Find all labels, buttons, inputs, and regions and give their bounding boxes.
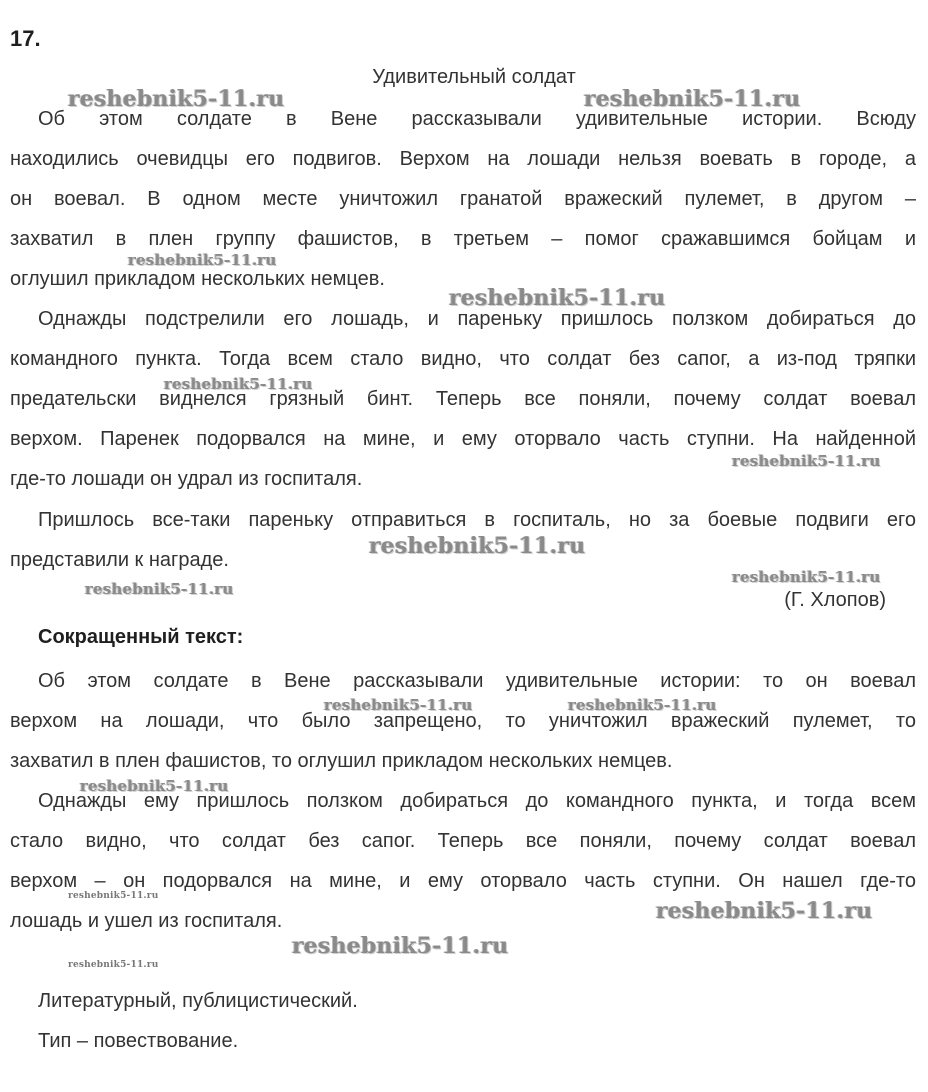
watermark: reshebnik5-11.ru [584, 86, 801, 112]
text-line: Пришлось все-таки пареньку отправиться в госпиталь, но за боевые подвиги его [38, 509, 916, 531]
author-credit: (Г. Хлопов) [784, 589, 886, 611]
watermark: reshebnik5-11.ru [449, 285, 666, 311]
watermark: reshebnik5-11.ru [568, 696, 717, 714]
watermark: reshebnik5-11.ru [68, 960, 159, 970]
text-line: Однажды подстрелили его лошадь, и пареньку пришлось ползком добираться до [38, 308, 916, 330]
watermark: reshebnik5-11.ru [732, 452, 881, 470]
text-line: Об этом солдате в Вене рассказывали удивительные истории: то он воевал [38, 670, 916, 692]
type-answer: Тип – повествование. [38, 1030, 239, 1052]
text-line: представили к награде. [10, 549, 229, 571]
watermark: reshebnik5-11.ru [656, 898, 873, 924]
watermark: reshebnik5-11.ru [732, 568, 881, 586]
text-line: верхом. Паренек подорвался на мине, и ему оторвало часть ступни. На найденной [10, 428, 916, 450]
text-line: верхом – он подорвался на мине, и ему оторвало часть ступни. Он нашел где-то [10, 870, 916, 892]
text-line: Однажды ему пришлось ползком добираться до командного пункта, и тогда всем [38, 790, 916, 812]
text-line: предательски виднелся грязный бинт. Теперь все поняли, почему солдат воевал [10, 388, 916, 410]
text-line: верхом на лошади, что было запрещено, то уничтожил вражеский пулемет, то [10, 710, 916, 732]
watermark: reshebnik5-11.ru [68, 86, 285, 112]
summary-heading: Сокращенный текст: [38, 626, 244, 648]
watermark: reshebnik5-11.ru [85, 580, 234, 598]
text-line: где-то лошади он удрал из госпиталя. [10, 468, 363, 490]
text-line: командного пункта. Тогда всем стало видно, что солдат без сапог, а из-под тряпки [10, 348, 916, 370]
style-answer: Литературный, публицистический. [38, 990, 358, 1012]
watermark: reshebnik5-11.ru [68, 891, 159, 901]
watermark: reshebnik5-11.ru [128, 251, 277, 269]
text-line: захватил в плен фашистов, то оглушил прикладом нескольких немцев. [10, 750, 673, 772]
text-title: Удивительный солдат [372, 66, 576, 88]
watermark: reshebnik5-11.ru [369, 533, 586, 559]
text-line: находились очевидцы его подвигов. Верхом на лошади нельзя воевать в городе, а [10, 148, 916, 170]
text-line: он воевал. В одном месте уничтожил гранатой вражеский пулемет, в другом – [10, 188, 916, 210]
text-line: захватил в плен группу фашистов, в третьем – помог сражавшимся бойцам и [10, 228, 916, 250]
watermark: reshebnik5-11.ru [164, 375, 313, 393]
watermark: reshebnik5-11.ru [292, 933, 509, 959]
text-line: стало видно, что солдат без сапог. Теперь все поняли, почему солдат воевал [10, 830, 916, 852]
text-line: лошадь и ушел из госпиталя. [10, 910, 283, 932]
task-number: 17. [10, 26, 41, 51]
watermark: reshebnik5-11.ru [324, 696, 473, 714]
text-line: Об этом солдате в Вене рассказывали удивительные истории. Всюду [38, 108, 916, 130]
text-line: оглушил прикладом нескольких немцев. [10, 268, 385, 290]
watermark: reshebnik5-11.ru [80, 777, 229, 795]
